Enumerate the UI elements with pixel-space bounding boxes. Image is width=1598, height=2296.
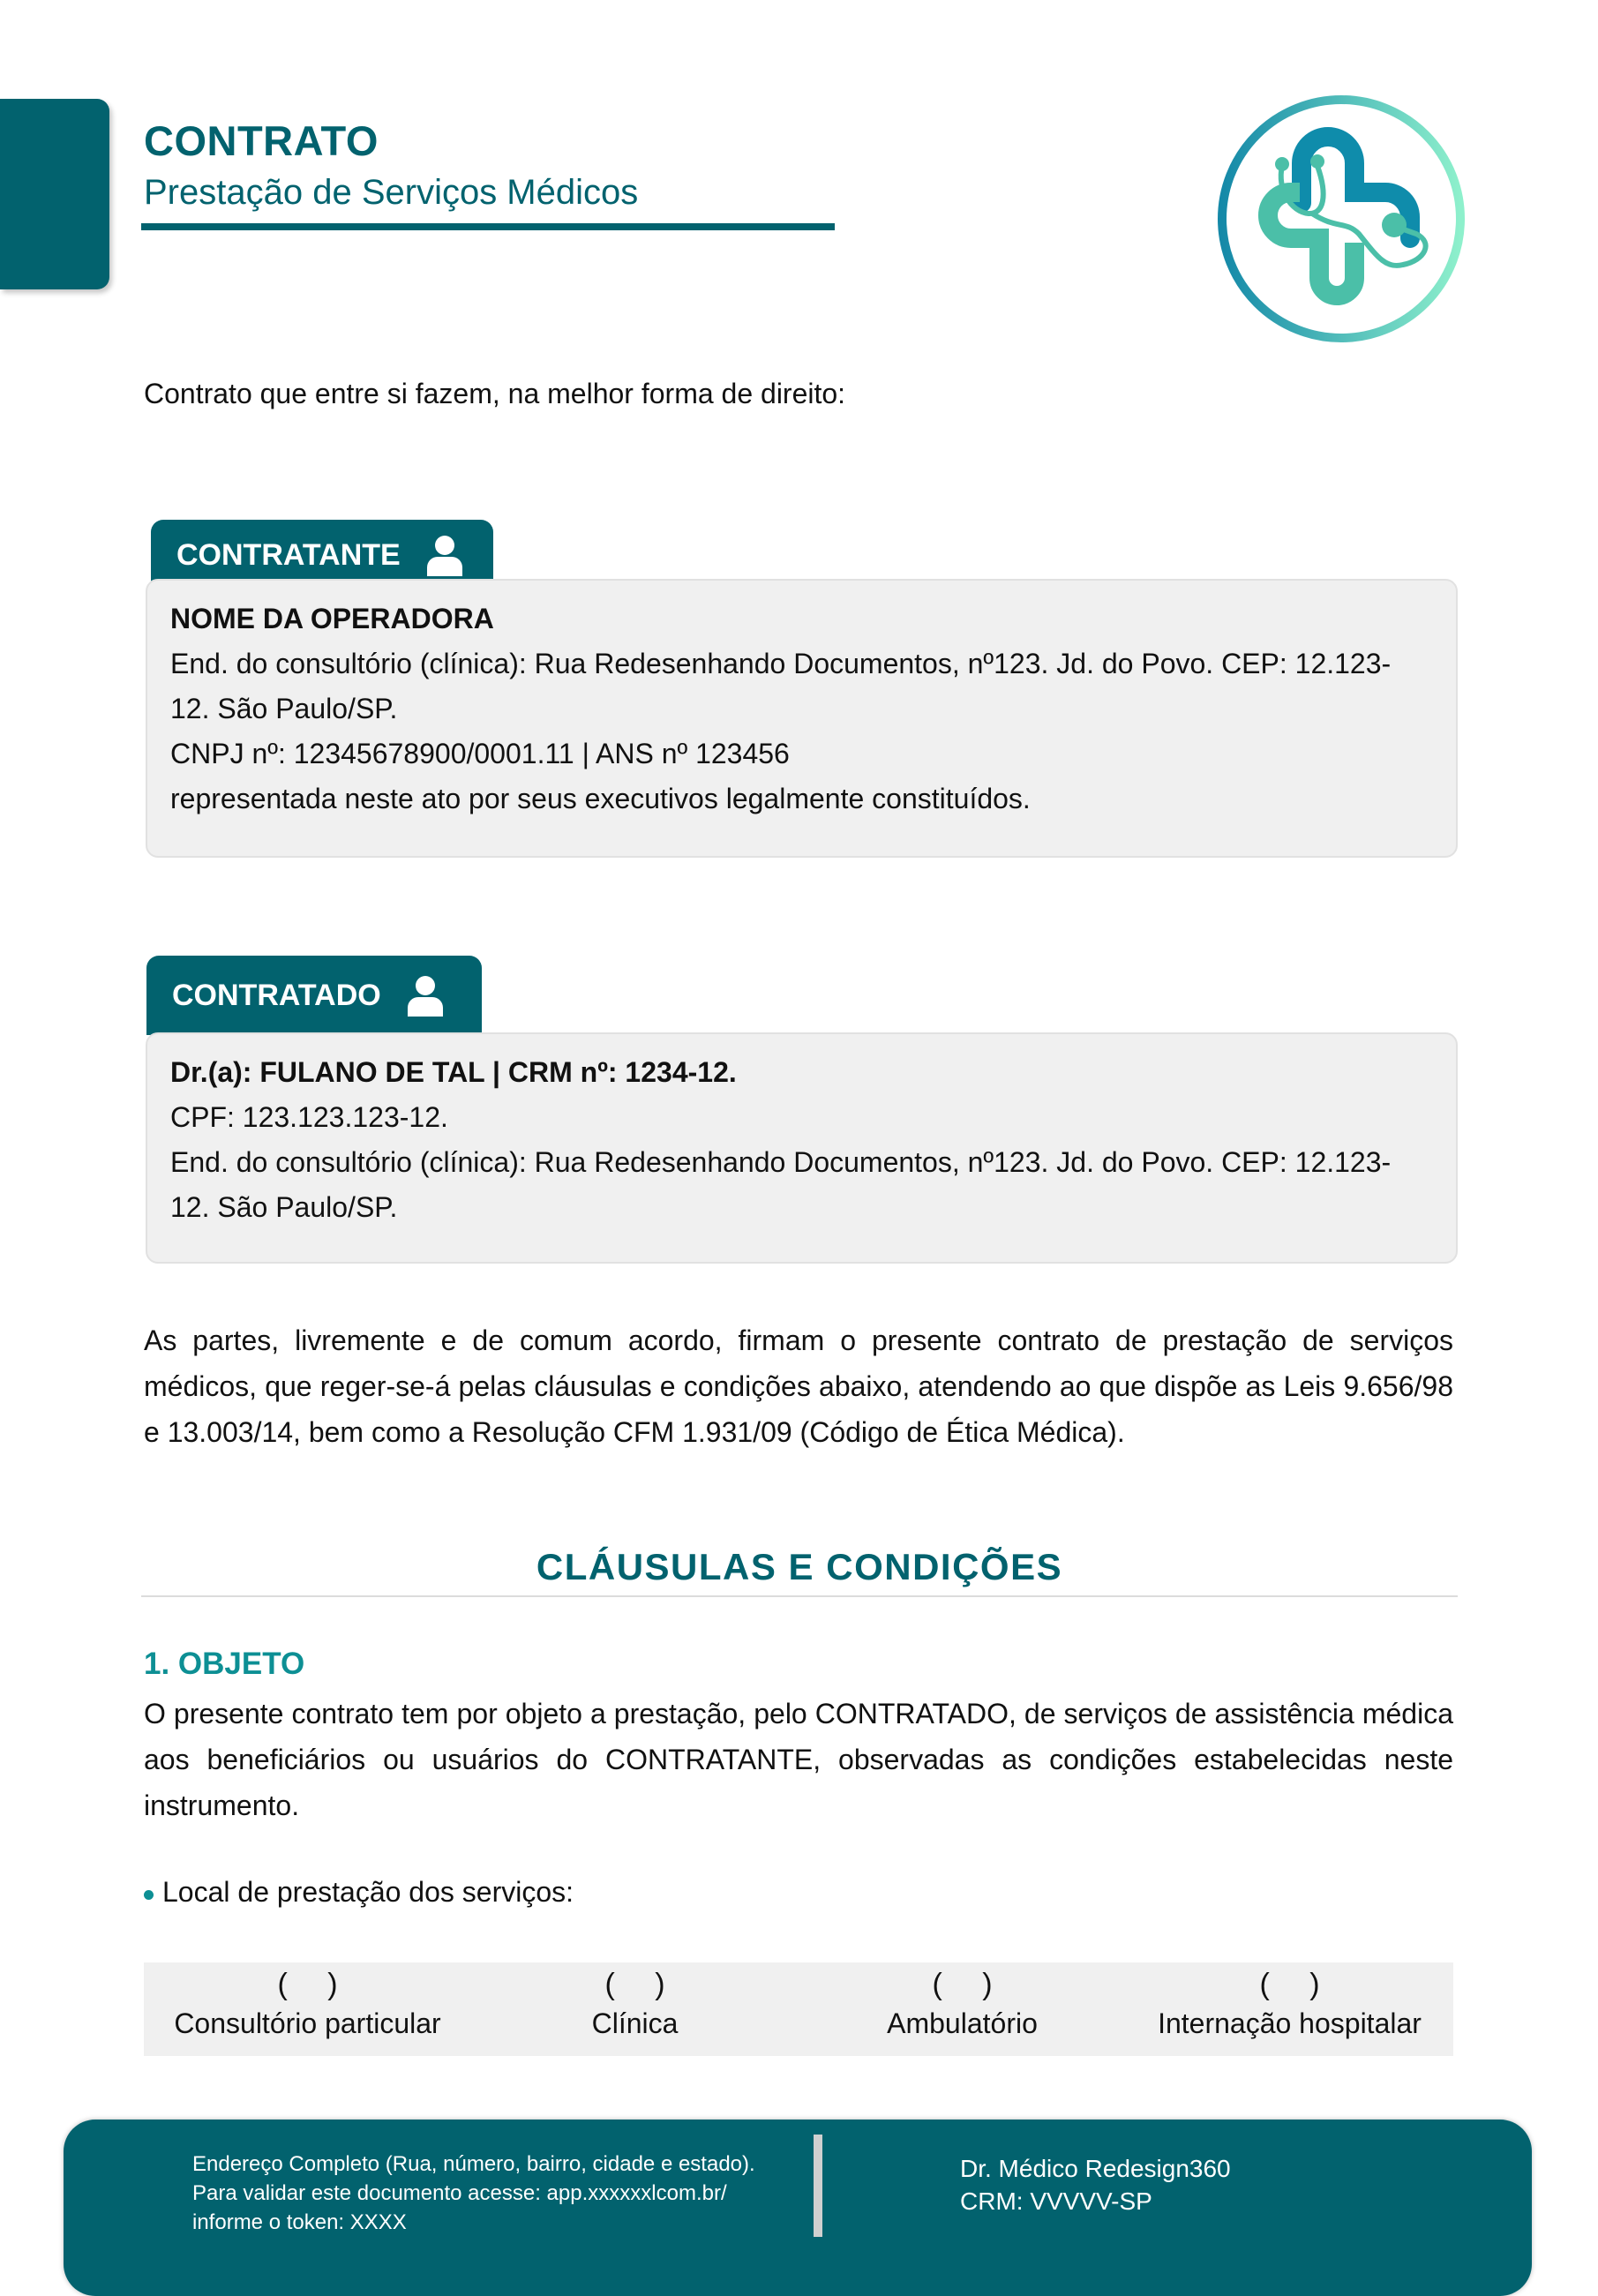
option-clinica[interactable] <box>471 1962 799 2056</box>
footer-doctor-crm: CRM: VVVVV-SP <box>960 2187 1152 2215</box>
footer-doctor-block <box>960 2152 1231 2217</box>
contratante-address-line-2: 12. São Paulo/SP. <box>170 693 398 724</box>
contratado-address-line-2: 12. São Paulo/SP. <box>170 1191 398 1223</box>
service-location-label: Local de prestação dos serviços: <box>162 1876 574 1908</box>
option-checkbox[interactable]: ( ) <box>932 1968 1009 2001</box>
intro-text: Contrato que entre si fazem, na melhor forma de direito: <box>144 378 846 409</box>
contratado-card <box>146 1032 1458 1264</box>
option-label: Clínica <box>591 2007 679 2039</box>
contratante-address-line-1: End. do consultório (clínica): Rua Redesenhando Documentos, nº123. Jd. do Povo. CEP: 12.123- <box>170 648 1392 679</box>
agreement-paragraph: As partes, livremente e de comum acordo, firmam o presente contrato de prestação de serviços médicos, que reger-se-á pelas cláusulas e condições abaixo, atendendo ao que dispõe as Leis 9.656/98 e 13.003/14, bem como a Resolução CFM 1.931/09 (Código de Ética Médica). <box>144 1324 1453 1448</box>
footer-address: Endereço Completo (Rua, número, bairro, cidade e estado). <box>192 2152 755 2176</box>
option-label: Ambulatório <box>887 2007 1038 2039</box>
medical-cross-stethoscope-logo-icon <box>1213 88 1469 344</box>
footer-token: informe o token: XXXX <box>192 2210 407 2234</box>
section-divider <box>141 1595 1458 1597</box>
header-side-accent <box>0 99 109 289</box>
footer-address-block <box>192 2150 755 2237</box>
contratante-representation: representada neste ato por seus executivos legalmente constituídos. <box>170 783 1031 814</box>
option-checkbox[interactable]: ( ) <box>277 1968 354 2001</box>
option-ambulatorio[interactable] <box>799 1962 1126 2056</box>
user-icon <box>406 974 445 1017</box>
contratante-tab-label: CONTRATANTE <box>176 537 401 572</box>
footer-divider <box>814 2135 822 2237</box>
title-underline <box>141 223 835 230</box>
footer-doctor-name: Dr. Médico Redesign360 <box>960 2155 1231 2182</box>
contratado-name: Dr.(a): FULANO DE TAL | CRM nº: 1234-12. <box>170 1056 737 1088</box>
option-consultorio-particular[interactable] <box>144 1962 471 2056</box>
service-location-options <box>144 1962 1453 2056</box>
document-title: CONTRATO <box>144 117 379 164</box>
option-internacao-hospitalar[interactable] <box>1126 1962 1453 2056</box>
section-title-clauses: CLÁUSULAS E CONDIÇÕES <box>536 1546 1063 1587</box>
contratado-tab-label: CONTRATADO <box>172 978 381 1012</box>
contratado-address-line-1: End. do consultório (clínica): Rua Redesenhando Documentos, nº123. Jd. do Povo. CEP: 12.123- <box>170 1146 1392 1178</box>
footer-validation-link[interactable]: Para validar este documento acesse: app.xxxxxxlcom.br/ <box>192 2181 727 2205</box>
service-location-bullet <box>144 1876 574 1909</box>
contratado-cpf: CPF: 123.123.123-12. <box>170 1101 448 1133</box>
option-label: Consultório particular <box>174 2007 441 2039</box>
clause-1-text: O presente contrato tem por objeto a prestação, pelo CONTRATADO, de serviços de assistência médica aos beneficiários ou usuários do CONTRATANTE, observadas as condições estabelecidas neste instrumento. <box>144 1698 1453 1821</box>
contratante-card <box>146 579 1458 858</box>
clause-1-title: 1. OBJETO <box>144 1647 305 1681</box>
contratante-name: NOME DA OPERADORA <box>170 603 494 634</box>
user-icon <box>425 534 464 576</box>
option-checkbox[interactable]: ( ) <box>1259 1968 1336 2001</box>
document-subtitle: Prestação de Serviços Médicos <box>144 173 639 212</box>
option-checkbox[interactable]: ( ) <box>604 1968 681 2001</box>
option-label: Internação hospitalar <box>1158 2007 1422 2039</box>
bullet-dot-icon <box>144 1890 154 1900</box>
contratado-tab <box>146 956 482 1035</box>
contratante-cnpj: CNPJ nº: 12345678900/0001.11 | ANS nº 123456 <box>170 738 790 769</box>
